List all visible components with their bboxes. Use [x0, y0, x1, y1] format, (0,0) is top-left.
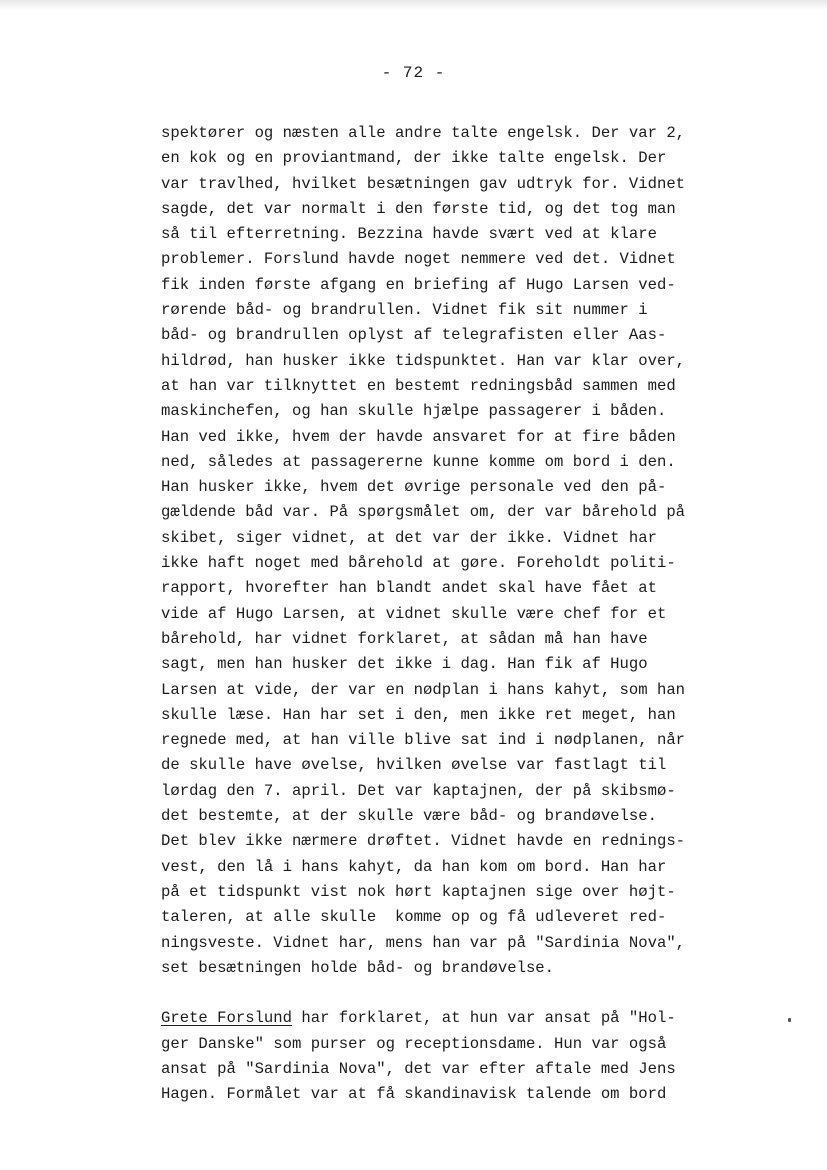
text-line: set besætningen holde båd- og brandøvelse. [161, 958, 555, 977]
text-line: vide af Hugo Larsen, at vidnet skulle være chef for et [161, 604, 667, 623]
text-line: så til efterretning. Bezzina havde svært ved at klare [161, 225, 657, 244]
text-line: Hagen. Formålet var at få skandinavisk talende om bord [161, 1085, 667, 1104]
text-line: båd- og brandrullen oplyst af telegrafisten eller Aas- [161, 326, 667, 345]
text-line: problemer. Forslund havde noget nemmere ved det. Vidnet [161, 250, 676, 269]
text-line-rest: har forklaret, at hun var ansat på "Hol- [292, 1009, 676, 1028]
text-line: rørende båd- og brandrullen. Vidnet fik sit nummer i [161, 301, 648, 320]
text-line: hildrød, han husker ikke tidspunktet. Han var klar over, [161, 351, 686, 370]
text-line: Det blev ikke nærmere drøftet. Vidnet havde en rednings- [161, 832, 686, 851]
text-line: ansat på "Sardinia Nova", det var efter aftale med Jens [161, 1059, 676, 1078]
text-line: Larsen at vide, der var en nødplan i hans kahyt, som han [161, 680, 686, 699]
text-line: maskinchefen, og han skulle hjælpe passagerer i båden. [161, 402, 667, 421]
text-line: spektører og næsten alle andre talte engelsk. Der var 2, [161, 124, 686, 142]
text-line: lørdag den 7. april. Det var kaptajnen, der på skibsmø- [161, 781, 676, 800]
text-line: skibet, siger vidnet, at det var der ikke. Vidnet har [161, 528, 657, 547]
witness-name: Grete Forslund [161, 1009, 293, 1028]
text-line: på et tidspunkt vist nok hørt kaptajnen sige over højt- [161, 882, 676, 901]
text-line: taleren, at alle skulle komme op og få udleveret red- [161, 908, 667, 927]
text-line: Han husker ikke, hvem det øvrige personale ved den på- [161, 478, 667, 497]
text-line: ger Danske" som purser og receptionsdame. Hun var også [161, 1034, 667, 1053]
paragraph-forslund [161, 1006, 741, 1107]
text-line: regnede med, at han ville blive sat ind i nødplanen, når [161, 731, 686, 750]
text-line: sagt, men han husker det ikke i dag. Han fik af Hugo [161, 655, 648, 674]
text-line: ned, således at passagererne kunne komme om bord i den. [161, 452, 676, 471]
text-line: ningsveste. Vidnet har, mens han var på "Sardinia Nova", [161, 933, 686, 952]
text-line: vest, den lå i hans kahyt, da han kom om bord. Han har [161, 857, 667, 876]
paragraph-gap [161, 981, 741, 1006]
text-line: de skulle have øvelse, hvilken øvelse var fastlagt til [161, 756, 667, 775]
text-line: at han var tilknyttet en bestemt redningsbåd sammen med [161, 376, 676, 395]
text-line: gældende båd var. På spørgsmålet om, der var bårehold på [161, 503, 686, 522]
text-line: ikke haft noget med bårehold at gøre. Foreholdt politi- [161, 554, 676, 573]
document-body [161, 121, 741, 1108]
text-line: fik inden første afgang en briefing af Hugo Larsen ved- [161, 275, 676, 294]
text-line: det bestemte, at der skulle være båd- og brandøvelse. [161, 807, 657, 826]
scan-top-edge [0, 0, 827, 10]
scan-speck [788, 1018, 791, 1022]
text-line: skulle læse. Han har set i den, men ikke ret meget, han [161, 705, 676, 724]
page-number: - 72 - [381, 64, 446, 82]
paragraph-testimony [161, 121, 741, 981]
text-line [161, 1006, 741, 1031]
text-line: bårehold, har vidnet forklaret, at sådan må han have [161, 629, 648, 648]
text-line: Han ved ikke, hvem der havde ansvaret for at fire båden [161, 427, 676, 446]
text-line: en kok og en proviantmand, der ikke talte engelsk. Der [161, 149, 667, 168]
text-line: var travlhed, hvilket besætningen gav udtryk for. Vidnet [161, 174, 686, 193]
text-line: sagde, det var normalt i den første tid, og det tog man [161, 199, 676, 218]
text-line: rapport, hvorefter han blandt andet skal have fået at [161, 579, 657, 598]
